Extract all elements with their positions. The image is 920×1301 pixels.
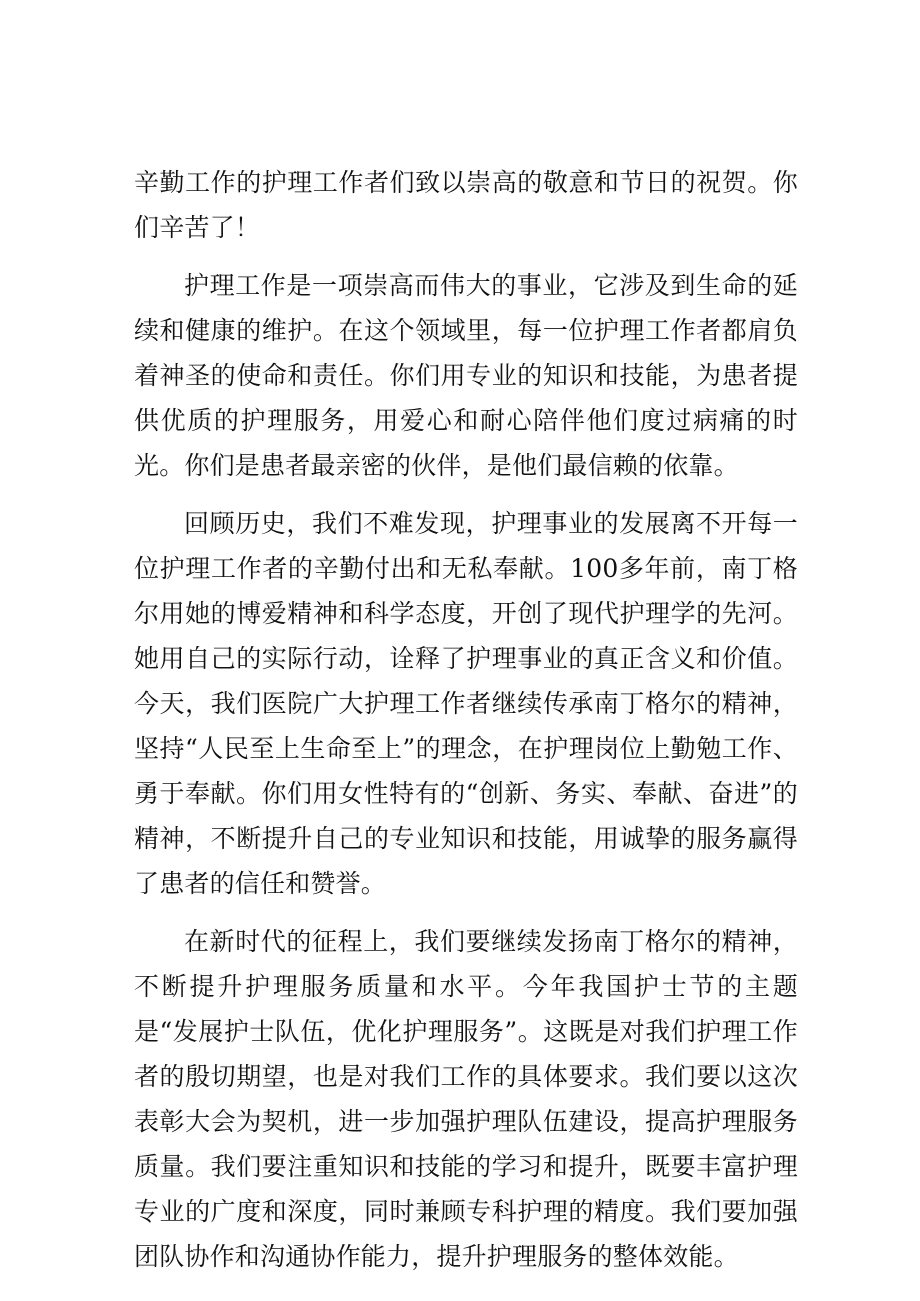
- paragraph-3: 回顾历史，我们不难发现，护理事业的发展离不开每一位护理工作者的辛勤付出和无私奉献。100多年前，南丁格尔用她的博爱精神和科学态度，开创了现代护理学的先河。她用自己的实际行动，诠释了护理事业的真正含义和价值。今天，我们医院广大护理工作者继续传承南丁格尔的精神，坚持“人民至上生命至上”的理念，在护理岗位上勤勉工作、勇于奉献。你们用女性特有的“创新、务实、奉献、奋进”的精神，不断提升自己的专业知识和技能，用诚挚的服务赢得了患者的信任和赞誉。: [134, 509, 798, 898]
- paragraph-1: 辛勤工作的护理工作者们致以崇高的敬意和节日的祝贺。你们辛苦了！: [134, 168, 798, 242]
- paragraph-2: 护理工作是一项崇高而伟大的事业，它涉及到生命的延续和健康的维护。在这个领域里，每一位护理工作者都肩负着神圣的使命和责任。你们用专业的知识和技能，为患者提供优质的护理服务，用爱心和耐心陪伴他们度过病痛的时光。你们是患者最亲密的伙伴，是他们最信赖的依靠。: [134, 271, 798, 480]
- paragraph-4: 在新时代的征程上，我们要继续发扬南丁格尔的精神，不断提升护理服务质量和水平。今年我国护士节的主题是“发展护士队伍，优化护理服务”。这既是对我们护理工作者的殷切期望，也是对我们工作的具体要求。我们要以这次表彰大会为契机，进一步加强护理队伍建设，提高护理服务质量。我们要注重知识和技能的学习和提升，既要丰富护理专业的广度和深度，同时兼顾专科护理的精度。我们要加强团队协作和沟通协作能力，提升护理服务的整体效能。: [134, 927, 798, 1271]
- document-body: [134, 160, 798, 1292]
